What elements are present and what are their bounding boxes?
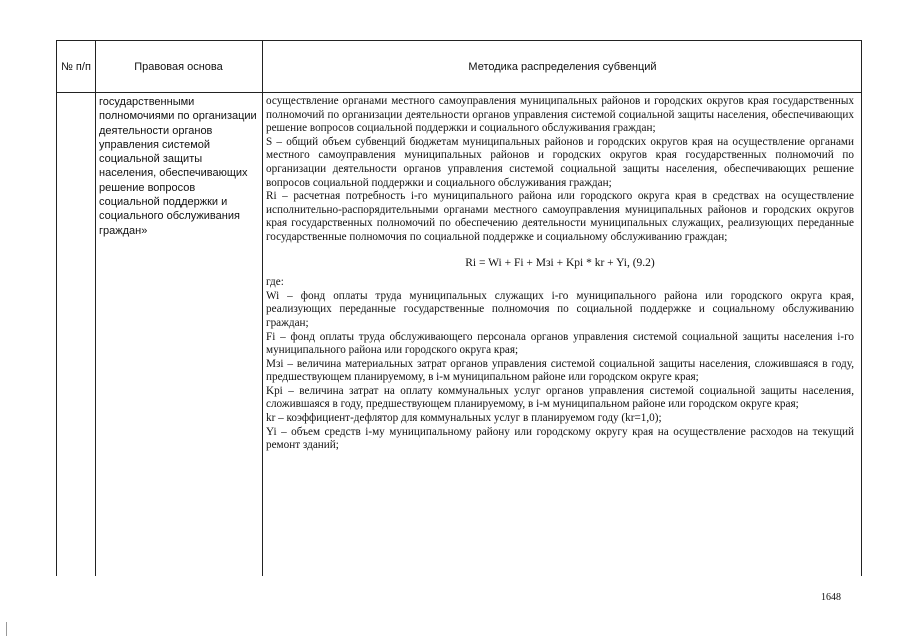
where-label: где: — [266, 276, 284, 289]
method-paragraph: Ri – расчетная потребность i-го муниципального района или городского округа края в средствах на осуществление исполнительно-распорядительными органами местного самоуправления муниципальных районов и городских округов края государственных полномочий по обеспечению деятельности муниципальных служащих, реализующих переданные государственные полномочия по социальной поддержке и социальному обслуживанию граждан; — [266, 190, 854, 243]
method-paragraph: осуществление органами местного самоуправления муниципальных районов и городских округов края государственных полномочий по организации деятельности органов управления системой социальной защиты населения, обеспечивающих решение вопросов социальной поддержки и социального обслуживания граждан; — [266, 95, 854, 135]
distribution-table — [56, 40, 862, 576]
definition: Fi – фонд оплаты труда обслуживающего персонала органов управления системой социальной защиты населения i-го муниципального района или городского округа края; — [266, 330, 854, 357]
formula: Ri = Wi + Fi + Mзi + Kpi * kr + Yi, (9.2) — [465, 256, 655, 269]
definition: Yi – объем средств i-му муниципальному району или городскому округу края на осуществление расходов на текущий ремонт зданий; — [266, 425, 854, 452]
table-row — [57, 93, 861, 576]
table-header — [57, 41, 861, 93]
scan-edge-mark — [6, 622, 7, 636]
header-legal-basis: Правовая основа — [134, 61, 223, 73]
definition: Wi – фонд оплаты труда муниципальных служащих i-го муниципального района или городского округа края, реализующих переданные государственные полномочия по социальной поддержке и социальному обслуживанию граждан; — [266, 289, 854, 329]
legal-basis-text: государственными полномочиями по организации деятельности органов управления системой социальной защиты населения, обеспечивающих решение вопросов социальной поддержки и социального обслуживания граждан» — [99, 96, 257, 237]
page-number: 1648 — [821, 592, 841, 603]
definition: Mзi – величина материальных затрат органов управления системой социальной защиты населения, сложившаяся в году, предшествующем планируемому, в i-м муниципальном районе или городском округе края; — [266, 357, 854, 384]
header-number: № п/п — [61, 61, 91, 73]
method-text — [266, 95, 854, 453]
method-paragraph: S – общий объем субвенций бюджетам муниципальных районов и городских округов края на осуществление органами местного самоуправления муниципальных районов и городских округов края государственных полномочий по организации деятельности органов управления системой социальной защиты населения, обеспечивающих решение вопросов социальной поддержки и социального обслуживания граждан; — [266, 135, 854, 189]
header-method: Методика распределения субвенций — [468, 61, 657, 73]
definition: kr – коэффициент-дефлятор для коммунальных услуг в планируемом году (kr=1,0); — [266, 412, 662, 425]
definition: Kpi – величина затрат на оплату коммунальных услуг органов управления системой социальной защиты населения, сложившаяся в году, предшествующем планируемому, в i-м муниципальном районе или городском округе края; — [266, 384, 854, 411]
